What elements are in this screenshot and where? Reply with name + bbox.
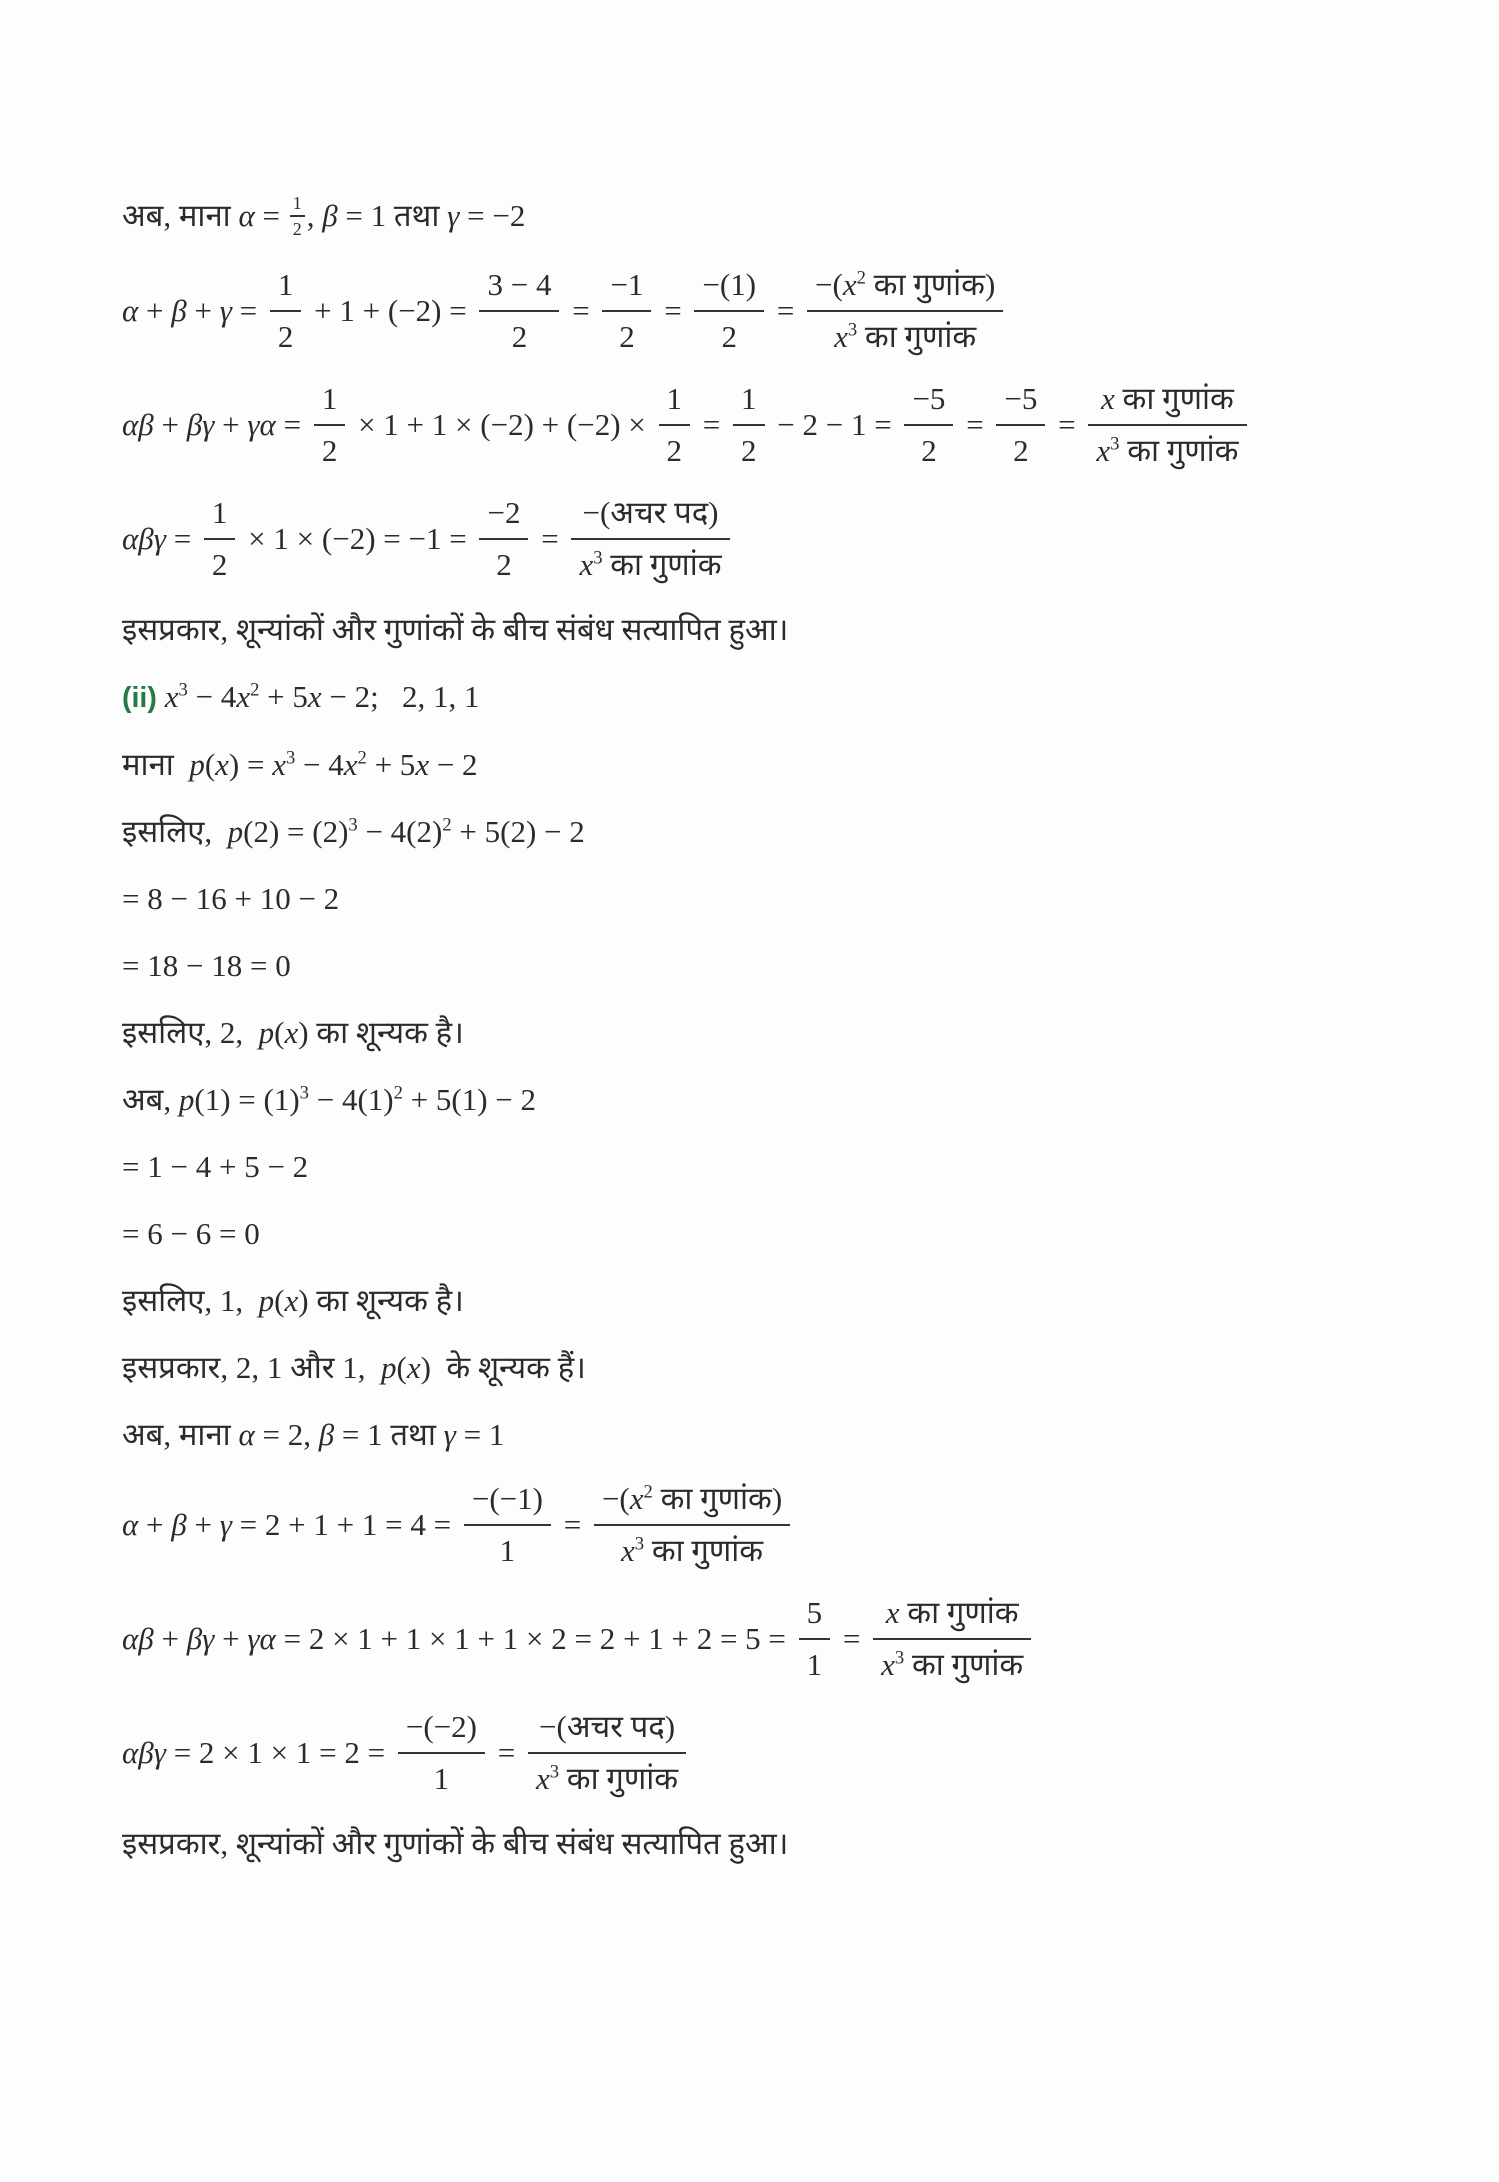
text-run: इसप्रकार, शून्यांकों और गुणांकों के बीच संबंध सत्यापित हुआ। [122, 611, 789, 647]
math-variable: x [1101, 380, 1115, 416]
text-run: 1 [433, 1760, 450, 1796]
text-run: (1) = (1) [194, 1081, 300, 1117]
line-product-ii [122, 1710, 1439, 1802]
text-run: −( [815, 266, 843, 302]
text-run: − 4 [187, 678, 237, 714]
text-run: −(−2) [405, 1708, 477, 1744]
fraction-denominator [464, 1526, 551, 1571]
math-variable: γ [447, 198, 460, 233]
text-run: 1 [292, 192, 302, 213]
fraction [290, 194, 305, 238]
math-variable: x [406, 1349, 421, 1385]
fraction-denominator [733, 426, 765, 471]
text-run: ( [204, 746, 216, 782]
text-run: + 5(2) − 2 [451, 813, 585, 849]
line-p2-result [122, 946, 1439, 986]
math-variable: x [215, 746, 229, 782]
math-variable: p [380, 1349, 397, 1385]
text-run: अब, माना [122, 198, 239, 233]
text-run: = 2 + 1 + 1 = 4 = [231, 1506, 459, 1542]
fraction-denominator [398, 1754, 485, 1799]
math-variable: x [284, 1282, 299, 1318]
text-run: −(अचर पद) [539, 1708, 676, 1744]
fraction-numerator [602, 265, 651, 312]
text-run: 1 [499, 1532, 516, 1568]
text-run: इसलिए, 1, [122, 1282, 259, 1318]
superscript: 2 [393, 1082, 403, 1104]
fraction-numerator [807, 265, 1003, 312]
fraction-denominator [571, 540, 729, 585]
line-1-is-zero [122, 1281, 1439, 1321]
fraction-denominator [694, 312, 764, 357]
fraction-numerator [479, 493, 528, 540]
superscript: 3 [299, 1082, 309, 1104]
text-run: 1 [806, 1646, 823, 1682]
line-verified-ii [122, 1824, 1439, 1864]
line-p1-result [122, 1214, 1439, 1254]
line-zeroes-summary [122, 1348, 1439, 1388]
text-run: − 4(2) [357, 813, 443, 849]
math-variable: p [258, 1282, 275, 1318]
fraction-numerator [398, 1707, 485, 1754]
text-run: का गुणांक [1119, 432, 1239, 468]
line-assume-values-i [122, 192, 1439, 241]
line-sum-alpha-beta-gamma-ii [122, 1482, 1439, 1574]
text-run: −2 [487, 494, 521, 530]
fraction-numerator [464, 1479, 551, 1526]
text-run: 2 [721, 318, 737, 354]
line-p1-expansion [122, 1080, 1439, 1120]
superscript: 2 [250, 679, 260, 701]
math-variable: x [272, 746, 286, 782]
text-run: × 1 × (−2) = −1 = [240, 520, 475, 556]
fraction-numerator [290, 194, 305, 217]
text-run: = [275, 406, 309, 442]
superscript: 2 [856, 267, 866, 289]
line-assume-values-ii [122, 1415, 1439, 1455]
superscript: 3 [1110, 433, 1120, 455]
text-run: − 2 − 1 = [769, 406, 900, 442]
math-variable: βγ [186, 1620, 215, 1656]
text-run: का गुणांक) [652, 1480, 783, 1516]
text-run: = 8 − 16 + 10 − 2 [122, 880, 340, 916]
math-variable: β [318, 1416, 335, 1452]
math-variable: x [164, 678, 179, 714]
text-run: −5 [912, 380, 946, 416]
fraction-numerator [479, 265, 559, 312]
text-run: − 2; 2, 1, 1 [321, 678, 480, 714]
text-run: = [695, 406, 728, 442]
superscript: 2 [357, 747, 367, 769]
fraction [479, 265, 559, 357]
fraction [204, 493, 236, 585]
text-run: ) के शून्यक हैं। [420, 1349, 586, 1385]
fraction [694, 265, 764, 357]
line-2-is-zero [122, 1013, 1439, 1053]
text-run: 1 [277, 266, 294, 302]
text-run: + [153, 406, 187, 442]
line-define-px [122, 745, 1439, 785]
text-run: −5 [1004, 380, 1038, 416]
fraction-denominator [799, 1640, 831, 1685]
part-label: (ii) [122, 681, 165, 714]
fraction-denominator [314, 426, 346, 471]
fraction [528, 1707, 686, 1799]
math-variable: β [171, 292, 187, 328]
fraction-denominator [1088, 426, 1246, 471]
math-variable: x [579, 546, 594, 582]
text-run: 1 [211, 494, 228, 530]
math-variable: x [1096, 432, 1111, 468]
text-run: = 18 − 18 = 0 [122, 947, 291, 983]
math-variable: α [122, 1506, 139, 1542]
fraction [659, 379, 691, 471]
text-run: 2 [496, 546, 512, 582]
text-run: का गुणांक [559, 1760, 679, 1796]
math-variable: x [236, 678, 251, 714]
text-run: = [656, 292, 690, 328]
text-run: का गुणांक) [865, 266, 996, 302]
math-variable: βγ [186, 406, 215, 442]
math-variable: p [189, 746, 205, 782]
text-run: ) = [228, 746, 273, 782]
text-run: 1 [741, 380, 757, 416]
fraction-numerator [873, 1593, 1031, 1640]
text-run: का गुणांक [857, 318, 977, 354]
math-variable: β [171, 1506, 187, 1542]
text-run: = 2 × 1 + 1 × 1 + 1 × 2 = 2 + 1 + 2 = 5 = [275, 1620, 794, 1656]
math-variable: x [343, 746, 358, 782]
text-run: = [958, 406, 992, 442]
text-run: 5 [806, 1594, 823, 1630]
text-run: = [769, 292, 803, 328]
fraction-numerator [1088, 379, 1246, 426]
text-run: −(अचर पद) [582, 494, 719, 530]
fraction-numerator [904, 379, 953, 426]
math-variable: αβγ [122, 520, 166, 556]
fraction [799, 1593, 831, 1685]
text-run: 2 [666, 432, 683, 468]
math-variable: γα [247, 406, 276, 442]
fraction-numerator [314, 379, 346, 426]
math-variable: x [881, 1646, 895, 1682]
superscript: 3 [634, 1533, 645, 1555]
math-variable: x [629, 1480, 644, 1516]
text-run: = [489, 1734, 523, 1770]
superscript: 3 [847, 319, 858, 341]
text-run: 2 [292, 218, 302, 239]
math-variable: γ [219, 1506, 232, 1542]
fraction-numerator [996, 379, 1045, 426]
superscript: 2 [442, 814, 452, 836]
text-run: ) का शून्यक है। [298, 1282, 464, 1318]
text-run: का गुणांक [644, 1532, 764, 1568]
text-run: 1 [666, 380, 683, 416]
text-run: + [138, 1506, 172, 1542]
fraction [733, 379, 765, 471]
fraction-denominator [479, 540, 528, 585]
text-run: + 1 + (−2) = [306, 292, 475, 328]
math-variable: x [621, 1532, 635, 1568]
text-run: = 6 − 6 = 0 [122, 1215, 260, 1251]
text-run: 2 [211, 546, 228, 582]
superscript: 2 [643, 1481, 653, 1503]
math-variable: α [238, 1416, 255, 1452]
fraction-denominator [807, 312, 1003, 357]
text-run: ( [274, 1014, 285, 1050]
text-run: = [835, 1620, 869, 1656]
text-run: −1 [610, 266, 644, 302]
text-run: = [254, 198, 288, 233]
fraction [571, 493, 729, 585]
fraction-numerator [694, 265, 764, 312]
math-variable: p [227, 813, 244, 849]
fraction-denominator [996, 426, 1045, 471]
fraction [270, 265, 302, 357]
text-run: = 2 × 1 × 1 = 2 = [165, 1734, 393, 1770]
text-run: −(−1) [471, 1480, 543, 1516]
text-run: (2) = (2) [243, 813, 349, 849]
line-p1-step [122, 1147, 1439, 1187]
text-run: माना [122, 746, 190, 782]
text-run: + [186, 1506, 220, 1542]
text-run: + [214, 406, 248, 442]
text-run: 2 [921, 432, 937, 468]
text-run: ( [396, 1349, 407, 1385]
math-variable: x [834, 318, 848, 354]
text-run: का गुणांक [904, 1646, 1024, 1682]
fraction-denominator [594, 1526, 790, 1571]
fraction-numerator [204, 493, 236, 540]
superscript: 3 [894, 1647, 905, 1669]
fraction [602, 265, 651, 357]
fraction-denominator [528, 1754, 686, 1799]
math-variable: αβ [122, 406, 154, 442]
text-run: ( [274, 1282, 285, 1318]
fraction-denominator [290, 217, 305, 238]
text-run: इसप्रकार, 2, 1 और 1, [122, 1349, 381, 1385]
text-run: = [1050, 406, 1084, 442]
text-run: इसलिए, 2, [122, 1014, 259, 1050]
superscript: 3 [549, 1761, 560, 1783]
line-p2-expansion [122, 812, 1439, 852]
text-run: = 1 [455, 1416, 505, 1452]
text-run: = [533, 520, 567, 556]
math-variable: p [178, 1081, 195, 1117]
fraction [464, 1479, 551, 1571]
text-run: इसलिए, [122, 813, 228, 849]
text-run: 2 [511, 318, 528, 354]
text-run: अब, [122, 1081, 179, 1117]
fraction [904, 379, 953, 471]
text-run: + [138, 292, 172, 328]
math-variable: x [284, 1014, 299, 1050]
line-product-i [122, 496, 1439, 588]
text-run: − 4 [295, 746, 344, 782]
text-run: − 4(1) [308, 1081, 394, 1117]
text-run: + [186, 292, 220, 328]
fraction-denominator [659, 426, 691, 471]
text-run: −(1) [702, 266, 757, 302]
text-run: = −2 [459, 198, 526, 233]
text-run: = 2, [254, 1416, 319, 1452]
text-run: + 5 [366, 746, 416, 782]
text-run: = [564, 292, 598, 328]
text-run: 3 − 4 [487, 266, 552, 302]
fraction-denominator [873, 1640, 1031, 1685]
math-variable: αβ [122, 1620, 154, 1656]
fraction [479, 493, 528, 585]
fraction-numerator [571, 493, 729, 540]
fraction-numerator [594, 1479, 790, 1526]
math-variable: α [122, 292, 139, 328]
text-run: = 1 तथा [334, 1416, 444, 1452]
math-variable: αβγ [122, 1734, 166, 1770]
math-variable: x [885, 1594, 900, 1630]
fraction-numerator [270, 265, 302, 312]
math-variable: p [258, 1014, 275, 1050]
text-run: 2 [741, 432, 757, 468]
fraction [398, 1707, 485, 1799]
fraction [807, 265, 1003, 357]
line-part-ii-heading [122, 677, 1439, 718]
text-run: = [231, 292, 265, 328]
text-run: , [306, 198, 323, 233]
line-sum-pairwise-i [122, 382, 1439, 474]
text-run: + 5 [259, 678, 308, 714]
fraction-numerator [659, 379, 691, 426]
fraction-numerator [528, 1707, 686, 1754]
math-variable: x [307, 678, 322, 714]
line-sum-pairwise-ii [122, 1596, 1439, 1688]
math-variable: β [322, 198, 338, 233]
fraction [1088, 379, 1246, 471]
fraction [594, 1479, 790, 1571]
text-run: = 1 − 4 + 5 − 2 [122, 1148, 309, 1184]
fraction-denominator [602, 312, 651, 357]
text-run: = [555, 1506, 589, 1542]
fraction-denominator [270, 312, 302, 357]
math-variable: γα [247, 1620, 276, 1656]
text-run: का गुणांक [602, 546, 722, 582]
text-run: 2 [321, 432, 338, 468]
text-run: − 2 [429, 746, 478, 782]
text-run: 2 [277, 318, 294, 354]
superscript: 3 [593, 547, 603, 569]
text-run: ) का शून्यक है। [298, 1014, 464, 1050]
math-variable: x [535, 1760, 550, 1796]
fraction-numerator [799, 1593, 831, 1640]
superscript: 3 [285, 747, 296, 769]
text-run: = [165, 520, 199, 556]
math-variable: x [415, 746, 430, 782]
fraction [873, 1593, 1031, 1685]
text-run: का गुणांक [899, 1594, 1019, 1630]
math-variable: x [842, 266, 857, 302]
fraction-numerator [733, 379, 765, 426]
fraction [996, 379, 1045, 471]
line-sum-alpha-beta-gamma-i [122, 268, 1439, 360]
math-variable: γ [219, 292, 232, 328]
fraction-denominator [204, 540, 236, 585]
text-run: का गुणांक [1114, 380, 1234, 416]
math-variable: α [238, 198, 255, 233]
text-run: इसप्रकार, शून्यांकों और गुणांकों के बीच संबंध सत्यापित हुआ। [122, 1825, 789, 1861]
fraction-denominator [479, 312, 559, 357]
text-run: × 1 + 1 × (−2) + (−2) × [350, 406, 654, 442]
math-variable: γ [443, 1416, 456, 1452]
text-run: 2 [1013, 432, 1029, 468]
text-run: 2 [619, 318, 635, 354]
text-run: = 1 तथा [337, 198, 448, 233]
text-run: −( [601, 1480, 630, 1516]
text-run: + [153, 1620, 187, 1656]
text-run: अब, माना [122, 1416, 239, 1452]
line-verified-i [122, 610, 1439, 650]
text-run: 1 [321, 380, 338, 416]
fraction [314, 379, 346, 471]
superscript: 3 [348, 814, 358, 836]
fraction-denominator [904, 426, 953, 471]
superscript: 3 [178, 679, 188, 701]
text-run: + 5(1) − 2 [402, 1081, 537, 1117]
text-run: + [214, 1620, 248, 1656]
line-p2-step [122, 879, 1439, 919]
